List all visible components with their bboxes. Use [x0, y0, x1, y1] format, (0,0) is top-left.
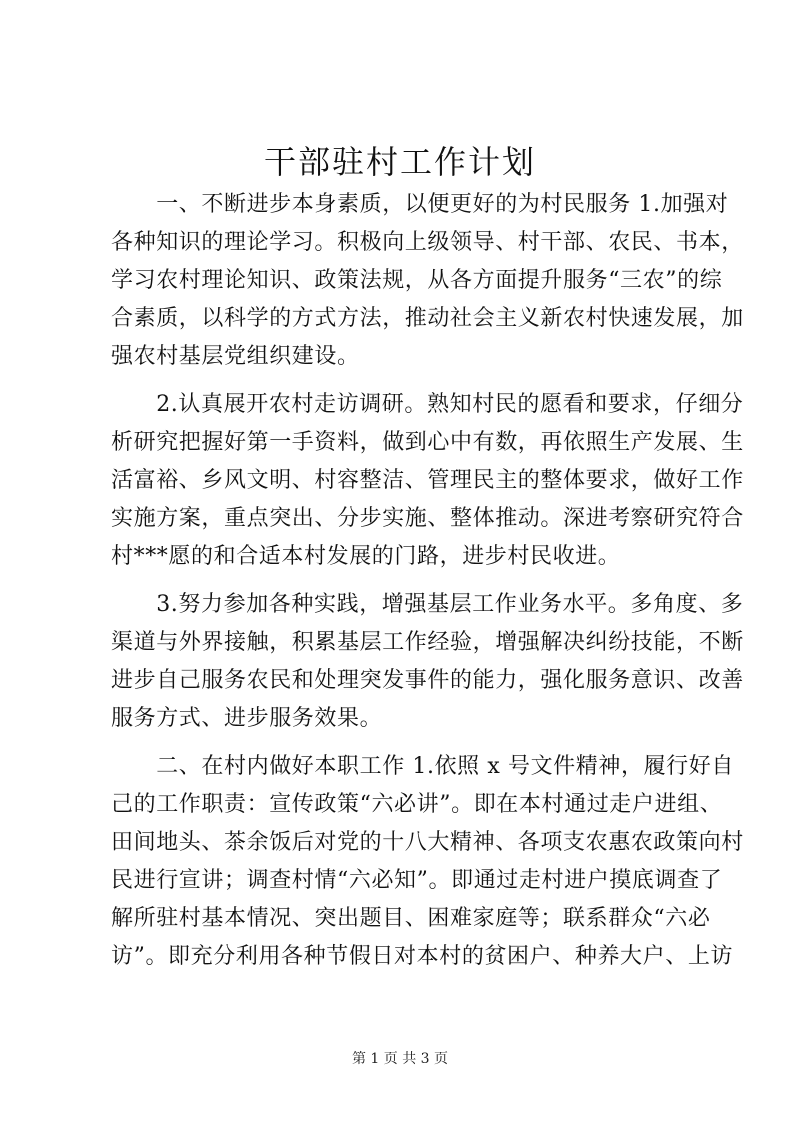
paragraph-1 [111, 186, 744, 376]
paragraph-line: 服务方式、进步服务效果。 [111, 706, 383, 731]
paragraph-line: 解所驻村基本情况、突出题目、困难家庭等；联系群众“六必 [111, 906, 711, 931]
paragraph-line: 渠道与外界接触，积累基层工作经验，增强解决纠纷技能，不断 [111, 630, 744, 655]
paragraph-line: 2.认真展开农村走访调研。熟知村民的愿看和要求，仔细分 [111, 392, 744, 417]
paragraph-line: 己的工作职责：宣传政策“六必讲”。即在本村通过走户进组、 [111, 792, 723, 817]
page-footer: 第 1 页 共 3 页 [351, 1051, 449, 1067]
paragraph-gap [111, 376, 711, 386]
paragraph-line: 学习农村理论知识、政策法规，从各方面提升服务“三农”的综 [111, 268, 723, 293]
paragraph-line: 二、在村内做好本职工作 1.依照 x 号文件精神，履行好自 [111, 754, 734, 779]
paragraph-gap [111, 576, 711, 586]
paragraph-line: 田间地头、茶余饭后对党的十八大精神、各项支农惠农政策向村 [111, 830, 744, 855]
paragraph-line: 一、不断进步本身素质，以便更好的为村民服务 1.加强对 [111, 192, 729, 217]
paragraph-line: 3.努力参加各种实践，增强基层工作业务水平。多角度、多 [111, 592, 744, 617]
paragraph-2 [111, 386, 744, 576]
document-title: 干部驻村工作计划 [263, 143, 536, 181]
paragraph-line: 实施方案，重点突出、分步实施、整体推动。深进考察研究符合 [111, 506, 744, 531]
paragraph-line: 各种知识的理论学习。积极向上级领导、村干部、农民、书本， [111, 230, 744, 255]
paragraph-line: 合素质，以科学的方式方法，推动社会主义新农村快速发展，加 [111, 306, 744, 331]
document-body [111, 186, 744, 976]
paragraph-line: 进步自己服务农民和处理突发事件的能力，强化服务意识、改善 [111, 668, 744, 693]
paragraph-line: 村***愿的和合适本村发展的门路，进步村民收进。 [111, 544, 621, 569]
paragraph-line: 活富裕、乡风文明、村容整洁、管理民主的整体要求，做好工作 [111, 468, 744, 493]
paragraph-3 [111, 586, 744, 738]
paragraph-line: 析研究把握好第一手资料，做到心中有数，再依照生产发展、生 [111, 430, 744, 455]
paragraph-line: 民进行宣讲；调查村情“六必知”。即通过走村进户摸底调查了 [111, 868, 723, 893]
paragraph-line: 强农村基层党组织建设。 [111, 344, 360, 369]
paragraph-gap [111, 738, 711, 748]
paragraph-line: 访”。即充分利用各种节假日对本村的贫困户、种养大户、上访 [111, 944, 734, 969]
paragraph-4 [111, 748, 744, 976]
